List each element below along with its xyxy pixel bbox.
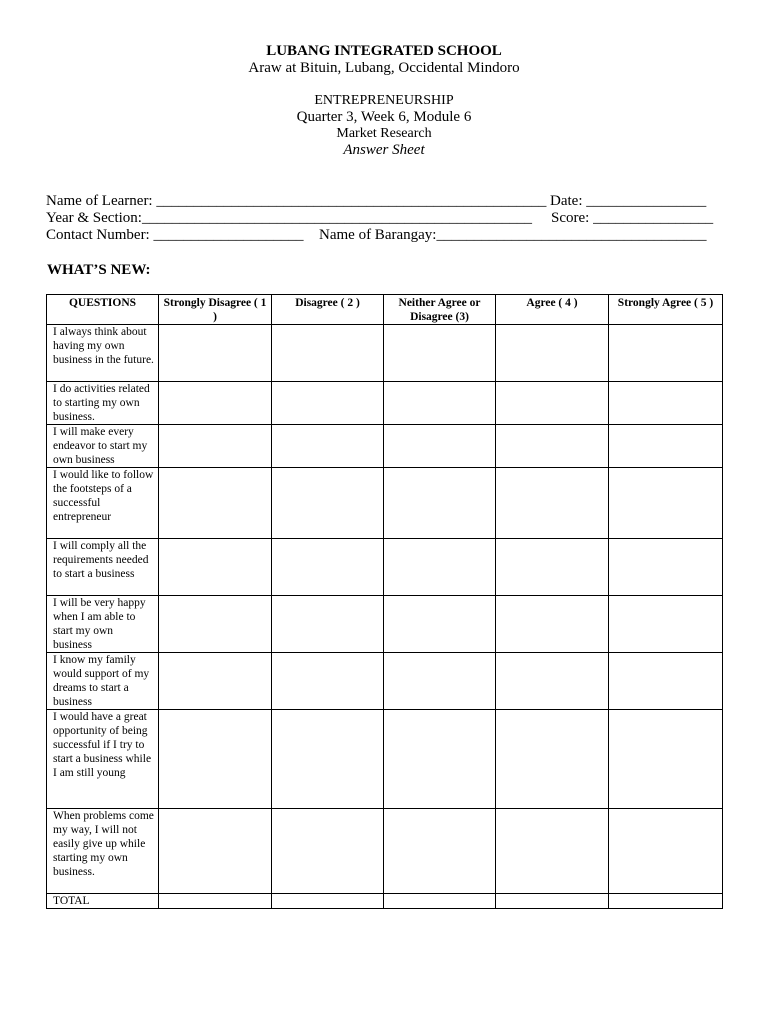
header-questions: QUESTIONS bbox=[47, 295, 159, 325]
field-row-section-score bbox=[46, 210, 726, 227]
rating-cell[interactable] bbox=[272, 653, 384, 710]
table-row bbox=[47, 425, 723, 468]
rating-cell[interactable] bbox=[159, 596, 272, 653]
question-cell: I will make every endeavor to start my own business bbox=[47, 425, 159, 468]
question-cell: I will be very happy when I am able to start my own business bbox=[47, 596, 159, 653]
total-row bbox=[47, 894, 723, 909]
rating-cell[interactable] bbox=[272, 325, 384, 382]
rating-cell[interactable] bbox=[496, 710, 609, 809]
rating-cell[interactable] bbox=[159, 539, 272, 596]
header-strongly-disagree: Strongly Disagree ( 1 ) bbox=[159, 295, 272, 325]
rating-cell[interactable] bbox=[496, 382, 609, 425]
total-cell[interactable] bbox=[384, 894, 496, 909]
rating-cell[interactable] bbox=[384, 539, 496, 596]
rating-cell[interactable] bbox=[609, 325, 723, 382]
score-field[interactable]: Score: ________________ bbox=[551, 210, 714, 226]
header-strongly-agree: Strongly Agree ( 5 ) bbox=[609, 295, 723, 325]
table-row bbox=[47, 809, 723, 894]
total-cell[interactable] bbox=[159, 894, 272, 909]
learner-info-fields bbox=[46, 193, 726, 244]
rating-cell[interactable] bbox=[159, 425, 272, 468]
rating-cell[interactable] bbox=[159, 653, 272, 710]
survey-table bbox=[46, 294, 723, 909]
year-section-field[interactable]: Year & Section:____________________________________________________ bbox=[46, 210, 532, 226]
table-row bbox=[47, 596, 723, 653]
rating-cell[interactable] bbox=[159, 382, 272, 425]
rating-cell[interactable] bbox=[272, 710, 384, 809]
rating-cell[interactable] bbox=[384, 382, 496, 425]
rating-cell[interactable] bbox=[384, 325, 496, 382]
total-cell[interactable] bbox=[272, 894, 384, 909]
survey-body bbox=[47, 325, 723, 909]
section-title: WHAT’S NEW: bbox=[47, 262, 151, 278]
rating-cell[interactable] bbox=[496, 468, 609, 539]
rating-cell[interactable] bbox=[272, 425, 384, 468]
topic-title: Market Research bbox=[336, 126, 432, 141]
rating-cell[interactable] bbox=[609, 596, 723, 653]
total-cell[interactable] bbox=[496, 894, 609, 909]
question-cell: I know my family would support of my dreams to start a business bbox=[47, 653, 159, 710]
sheet-label: Answer Sheet bbox=[343, 142, 425, 158]
school-address: Araw at Bituin, Lubang, Occidental Mindoro bbox=[248, 60, 520, 76]
rating-cell[interactable] bbox=[272, 596, 384, 653]
rating-cell[interactable] bbox=[496, 325, 609, 382]
table-row bbox=[47, 653, 723, 710]
school-name: LUBANG INTEGRATED SCHOOL bbox=[266, 43, 502, 59]
rating-cell[interactable] bbox=[609, 382, 723, 425]
subject-title: ENTREPRENEURSHIP bbox=[314, 93, 454, 108]
quarter-info: Quarter 3, Week 6, Module 6 bbox=[296, 109, 472, 125]
field-row-contact-barangay bbox=[46, 227, 726, 244]
rating-cell[interactable] bbox=[159, 809, 272, 894]
rating-cell[interactable] bbox=[384, 809, 496, 894]
rating-cell[interactable] bbox=[384, 596, 496, 653]
rating-cell[interactable] bbox=[496, 653, 609, 710]
table-row bbox=[47, 468, 723, 539]
rating-cell[interactable] bbox=[272, 539, 384, 596]
rating-cell[interactable] bbox=[272, 809, 384, 894]
rating-cell[interactable] bbox=[384, 653, 496, 710]
date-field[interactable]: Date: ________________ bbox=[550, 193, 707, 209]
question-cell: I will comply all the requirements needed to start a business bbox=[47, 539, 159, 596]
contact-number-field[interactable]: Contact Number: ____________________ bbox=[46, 227, 304, 243]
total-label: TOTAL bbox=[47, 894, 159, 909]
rating-cell[interactable] bbox=[609, 710, 723, 809]
rating-cell[interactable] bbox=[159, 710, 272, 809]
rating-cell[interactable] bbox=[496, 539, 609, 596]
question-cell: I would like to follow the footsteps of a successful entrepreneur bbox=[47, 468, 159, 539]
rating-cell[interactable] bbox=[609, 539, 723, 596]
rating-cell[interactable] bbox=[272, 468, 384, 539]
rating-cell[interactable] bbox=[496, 425, 609, 468]
table-row bbox=[47, 325, 723, 382]
header-neither: Neither Agree or Disagree (3) bbox=[384, 295, 496, 325]
table-row bbox=[47, 382, 723, 425]
rating-cell[interactable] bbox=[496, 809, 609, 894]
rating-cell[interactable] bbox=[609, 653, 723, 710]
rating-cell[interactable] bbox=[609, 809, 723, 894]
rating-cell[interactable] bbox=[609, 425, 723, 468]
barangay-field[interactable]: Name of Barangay:____________________________________ bbox=[319, 227, 707, 243]
question-cell: I would have a great opportunity of being successful if I try to start a business while I am still young bbox=[47, 710, 159, 809]
rating-cell[interactable] bbox=[609, 468, 723, 539]
question-cell: I always think about having my own business in the future. bbox=[47, 325, 159, 382]
rating-cell[interactable] bbox=[272, 382, 384, 425]
total-cell[interactable] bbox=[609, 894, 723, 909]
rating-cell[interactable] bbox=[384, 468, 496, 539]
header-disagree: Disagree ( 2 ) bbox=[272, 295, 384, 325]
rating-cell[interactable] bbox=[496, 596, 609, 653]
table-row bbox=[47, 539, 723, 596]
rating-cell[interactable] bbox=[159, 468, 272, 539]
document-header bbox=[0, 43, 768, 159]
header-agree: Agree ( 4 ) bbox=[496, 295, 609, 325]
learner-name-field[interactable]: Name of Learner: ____________________________________________________ bbox=[46, 193, 547, 209]
table-row bbox=[47, 710, 723, 809]
table-header-row bbox=[47, 295, 723, 325]
question-cell: I do activities related to starting my own business. bbox=[47, 382, 159, 425]
rating-cell[interactable] bbox=[384, 425, 496, 468]
rating-cell[interactable] bbox=[159, 325, 272, 382]
question-cell: When problems come my way, I will not easily give up while starting my own business. bbox=[47, 809, 159, 894]
rating-cell[interactable] bbox=[384, 710, 496, 809]
field-row-name-date bbox=[46, 193, 726, 210]
